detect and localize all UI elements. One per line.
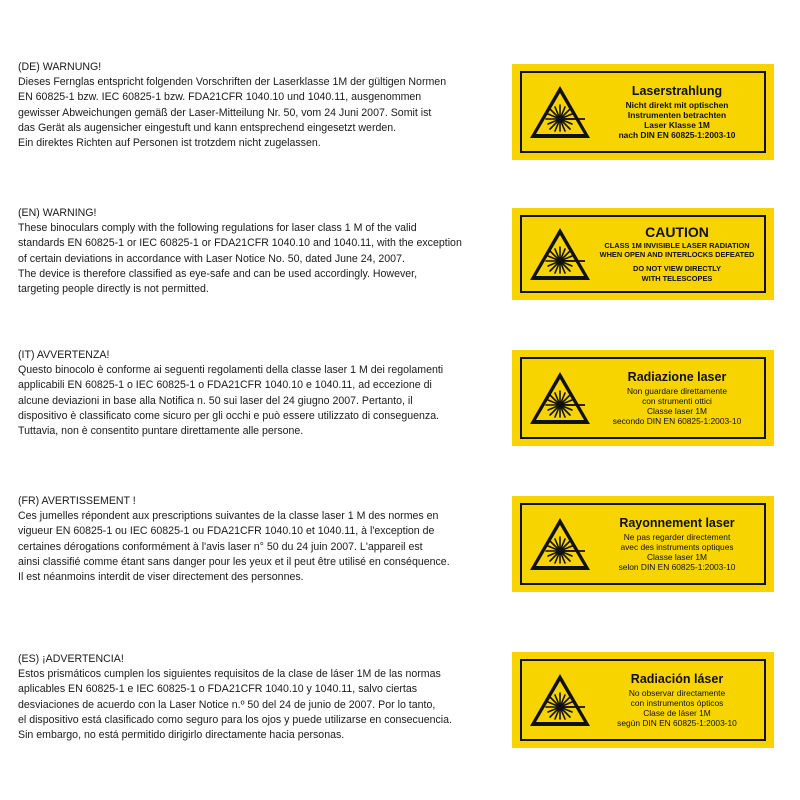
sign-line: selon DIN EN 60825-1:2003-10	[618, 562, 736, 573]
sign-line: secondo DIN EN 60825-1:2003-10	[612, 416, 742, 427]
sign-line: No observar directamente	[628, 687, 726, 698]
line: el dispositivo está clasificado como seguro para los ojos y puede utilizarse en consecuencia.	[18, 713, 452, 726]
line: dispositivo è classificato come sicuro per gli occhi e può essere utilizzato di conseguenza.	[18, 409, 440, 422]
laser-warning-triangle-icon	[528, 83, 592, 141]
sign-line: nach DIN EN 60825-1:2003-10	[618, 130, 736, 141]
laser-sign-fr	[512, 496, 774, 592]
sign-line: WHEN OPEN AND INTERLOCKS DEFEATED	[599, 250, 755, 260]
sign-line: Classe laser 1M	[646, 552, 708, 562]
line: Dieses Fernglas entspricht folgenden Vorschriften der Laserklasse 1M der gültigen Normen	[18, 76, 447, 89]
line: Ein direktes Richten auf Personen ist trotzdem nicht zugelassen.	[18, 137, 321, 150]
line: EN 60825-1 bzw. IEC 60825-1 bzw. FDA21CFR 1040.10 und 1040.11, ausgenommen	[18, 91, 422, 104]
line: targeting people directly is not permitted.	[18, 283, 209, 296]
warning-text-fr	[18, 494, 508, 585]
laser-warning-triangle-icon	[528, 225, 592, 283]
sign-line: Laser Klasse 1M	[644, 120, 710, 130]
laser-sign-it	[512, 350, 774, 446]
sign-line: con instrumentos ópticos	[630, 697, 724, 708]
laser-sign-es	[512, 652, 774, 748]
sign-line: DO NOT VIEW DIRECTLY	[632, 264, 721, 273]
line: desviaciones de acuerdo con la Laser Notice n.º 50 del 24 de junio de 2007. Por lo tanto,	[18, 698, 436, 711]
sign-line: Ne pas regarder directement	[623, 531, 731, 542]
line: gewisser Abweichungen gemäß der Laser-Mitteilung Nr. 50, vom 24 Juni 2007. Somit ist	[18, 106, 432, 119]
sign-line: con strumenti ottici	[642, 395, 712, 406]
line: Tuttavia, non è consentito puntare direttamente alle persone.	[18, 425, 304, 438]
warning-text-de	[18, 60, 508, 151]
line: aplicables EN 60825-1 e IEC 60825-1 o FDA21CFR 1040.10 y 1040.11, salvo ciertas	[18, 683, 418, 696]
laser-warning-triangle-icon	[528, 515, 592, 573]
sign-title: Radiación láser	[630, 671, 724, 686]
line: das Gerät als augensicher eingestuft und kann entsprechend eingesetzt werden.	[18, 121, 397, 134]
laser-warning-triangle-icon	[528, 671, 592, 729]
heading-es: (ES) ¡ADVERTENCIA!	[18, 653, 124, 665]
sign-line: Instrumenten betrachten	[627, 109, 727, 120]
heading-de: (DE) WARNUNG!	[18, 61, 102, 73]
laser-warning-triangle-icon	[528, 369, 592, 427]
line: Sin embargo, no está permitido dirigirlo directamente hacia personas.	[18, 729, 345, 742]
heading-it: (IT) AVVERTENZA!	[18, 349, 110, 361]
line: alcune deviazioni in base alla Notifica n. 50 sui laser del 24 giugno 2007. Pertanto, il	[18, 394, 413, 407]
warning-text-it	[18, 348, 508, 439]
sign-line: CLASS 1M INVISIBLE LASER RADIATION	[604, 240, 750, 250]
line: Estos prismáticos cumplen los siguientes requisitos de la clase de láser 1M de las normas	[18, 668, 441, 681]
line: applicabili EN 60825-1 o IEC 60825-1 o FDA21CFR 1040.10 e 1040.11, ad eccezione di	[18, 379, 432, 392]
heading-fr: (FR) AVERTISSEMENT !	[18, 495, 136, 507]
line: These binoculars comply with the following regulations for laser class 1 M of the valid	[18, 222, 417, 235]
laser-sign-de	[512, 64, 774, 160]
sign-line: Non guardare direttamente	[626, 385, 728, 396]
sign-title: Rayonnement laser	[619, 515, 735, 530]
line: ainsi classifié comme étant sans danger pour les yeux et il peut être utilisé en conséquence.	[18, 555, 450, 568]
sign-title: Radiazione laser	[627, 369, 727, 384]
sign-title: Laserstrahlung	[631, 83, 723, 98]
sign-line: según DIN EN 60825-1:2003-10	[617, 718, 737, 729]
heading-en: (EN) WARNING!	[18, 207, 97, 219]
line: vigueur EN 60825-1 ou IEC 60825-1 ou FDA21CFR 1040.10 et 1040.11, à l'exception de	[18, 525, 435, 538]
line: The device is therefore classified as eye-safe and can be used accordingly. However,	[18, 267, 418, 280]
warning-text-en	[18, 206, 508, 297]
line: standards EN 60825-1 or IEC 60825-1 or FDA21CFR 1040.10 and 1040.11, with the exception	[18, 237, 462, 250]
sign-line: Classe laser 1M	[646, 406, 708, 416]
line: of certain deviations in accordance with Laser Notice No. 50, dated June 24, 2007.	[18, 252, 405, 265]
line: Il est néanmoins interdit de viser directement des personnes.	[18, 571, 304, 584]
laser-sign-en	[512, 208, 774, 300]
sign-line: avec des instruments optiques	[620, 541, 734, 552]
sign-line: Clase de láser 1M	[643, 708, 711, 718]
line: Ces jumelles répondent aux prescriptions suivantes de la classe laser 1 M des normes en	[18, 510, 439, 523]
sign-line: Nicht direkt mit optischen	[625, 99, 729, 110]
warning-text-es	[18, 652, 508, 743]
line: Questo binocolo è conforme ai seguenti regolamenti della classe laser 1 M dei regolamenti	[18, 364, 444, 377]
line: certaines dérogations conformément à l'avis laser n° 50 du 24 juin 2007. L'appareil est	[18, 540, 423, 553]
sign-title: CAUTION	[645, 223, 709, 240]
sign-line: WITH TELESCOPES	[641, 273, 713, 283]
